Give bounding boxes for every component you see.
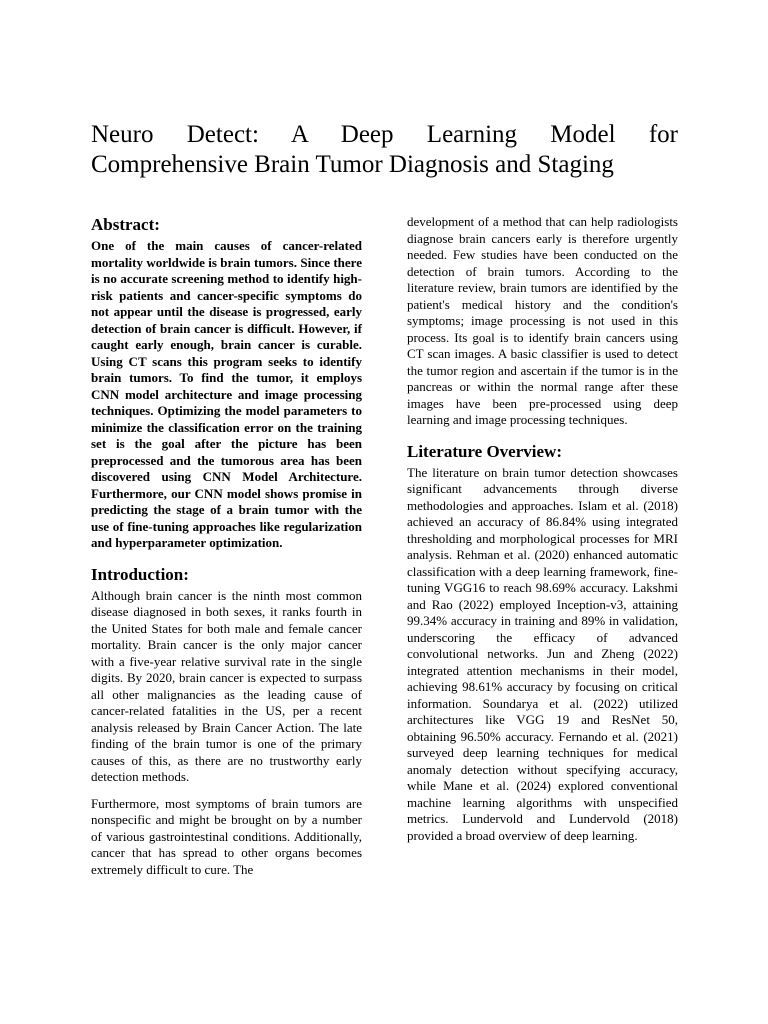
literature-heading: Literature Overview: xyxy=(407,441,562,461)
introduction-paragraph-1: Although brain cancer is the ninth most common disease diagnosed in both sexes, it ranks fourth in the United States for both male and female cancer mortality. Brain cancer is the only major cancer with a five-year relative survival rate in the single digits. By 2020, brain cancer is expected to surpass all other malignancies as the leading cause of cancer-related fatalities in the US, per a recent analysis released by Brain Cancer Action. The late finding of the brain tumor is one of the primary causes of this, as there are no trustworthy early detection methods. xyxy=(91,587,362,784)
page-title: Neuro Detect: A Deep Learning Model for Comprehensive Brain Tumor Diagnosis and Staging xyxy=(91,121,678,178)
abstract-text: One of the main causes of cancer-related mortality worldwide is brain tumors. Since there is no accurate screening method to identify high-risk patients and cancer-specific symptoms do not appear until the disease is progressed, early detection of brain cancer is difficult. However, if caught early enough, brain cancer is curable. Using CT scans this program seeks to identify brain tumors. To find the tumor, it employs CNN model architecture and image processing techniques. Optimizing the model parameters to minimize the classification error on the training set is the goal after the picture has been preprocessed and the tumorous area has been discovered using CNN Model Architecture. Furthermore, our CNN model shows promise in predicting the stage of a brain tumor with the use of fine-tuning approaches like regularization and hyperparameter optimization. xyxy=(91,238,362,550)
abstract-heading: Abstract: xyxy=(91,215,160,234)
literature-text: The literature on brain tumor detection showcases significant advancements through diverse methodologies and approaches. Islam et al. (2018) achieved an accuracy of 86.84% using integrated thresholding and morphological processes for MRI analysis. Rehman et al. (2020) enhanced automatic classification with a deep learning framework, fine-tuning VGG16 to reach 98.69% accuracy. Lakshmi and Rao (2022) employed Inception-v3, attaining 99.34% accuracy in training and 89% in validation, underscoring the efficacy of advanced convolutional networks. Jun and Zheng (2022) integrated attention mechanisms in their model, achieving 98.61% accuracy by focusing on critical information. Soundarya et al. (2022) utilized architectures like VGG 19 and ResNet 50, obtaining 96.50% accuracy. Fernando et al. (2021) surveyed deep learning techniques for medical anomaly detection without specifying accuracy, while Mane et al. (2024) explored conventional machine learning algorithms with unspecified metrics. Lundervold and Lundervold (2018) provided a broad overview of deep learning. xyxy=(407,464,678,843)
right-column xyxy=(407,214,678,844)
introduction-paragraph-2: Furthermore, most symptoms of brain tumors are nonspecific and might be brought on by a number of various gastrointestinal conditions. Additionally, cancer that has spread to other organs becomes extremely difficult to cure. The xyxy=(91,795,362,877)
introduction-continuation: development of a method that can help radiologists diagnose brain cancers early is therefore urgently needed. Few studies have been conducted on the detection of brain tumors. According to the literature review, brain tumors are identified by the patient's medical history and the condition's symptoms; image processing is not used in this process. Its goal is to identify brain cancers using CT scan images. A basic classifier is used to detect the tumor region and ascertain if the tumor is in the pancreas or within the normal range after these images have been pre-processed using deep learning and image processing techniques. xyxy=(407,214,678,427)
left-column xyxy=(91,214,362,878)
introduction-heading: Introduction: xyxy=(91,564,189,584)
